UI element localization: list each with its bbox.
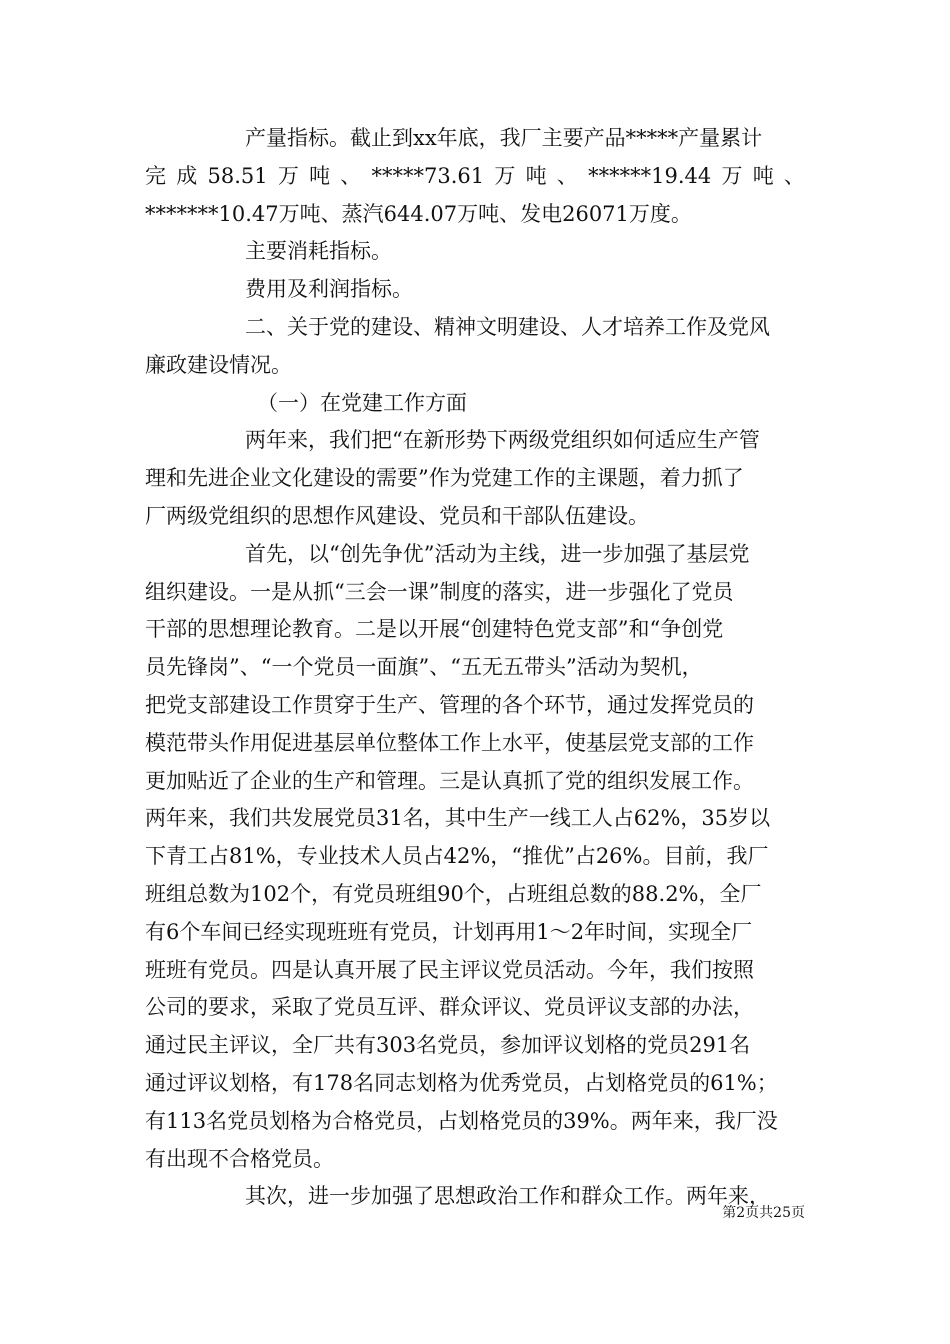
text-segment: 万: [721, 163, 743, 188]
paragraph-line: 公司的要求，采取了党员互评、群众评议、党员评议支部的办法，: [145, 995, 754, 1020]
text-segment: ******19.44: [588, 163, 712, 188]
paragraph-line: 通过民主评议，全厂共有303名党员，参加评议划格的党员291名: [145, 1033, 751, 1058]
paragraph-line: 产量指标。截止到xx年底，我厂主要产品*****产量累计: [245, 126, 763, 150]
paragraph-line: 首先，以“创先争优”活动为主线，进一步加强了基层党: [245, 541, 750, 566]
text-segment: 、: [556, 163, 578, 188]
paragraph-line: 把党支部建设工作贯穿于生产、管理的各个环节，通过发挥党员的: [145, 692, 754, 717]
text-segment: 吨: [525, 163, 547, 188]
paragraph-line: 组织建设。一是从抓“三会一课”制度的落实，进一步强化了党员: [145, 579, 734, 604]
text-segment: 完: [145, 163, 166, 188]
paragraph-line: 模范带头作用促进基层单位整体工作上水平，使基层党支部的工作: [145, 730, 754, 755]
paragraph-line: 更加贴近了企业的生产和管理。三是认真抓了党的组织发展工作。: [145, 768, 754, 793]
paragraph-line: 费用及利润指标。: [245, 277, 413, 302]
text-segment: 58.51: [207, 163, 268, 188]
text-segment: 、: [783, 163, 805, 188]
paragraph-line: 主要消耗指标。: [245, 239, 392, 264]
paragraph-line: 两年来，我们把“在新形势下两级党组织如何适应生产管: [245, 428, 760, 453]
paragraph-line: *******10.47万吨、蒸汽644.07万吨、发电26071万度。: [145, 201, 692, 226]
paragraph-line: 其次，进一步加强了思想政治工作和群众工作。两年来，: [245, 1184, 770, 1209]
text-segment: 成: [176, 163, 198, 188]
paragraph-line: 理和先进企业文化建设的需要”作为党建工作的主课题，着力抓了: [145, 466, 744, 491]
text-segment: 、: [340, 163, 362, 188]
paragraph-line: 下青工占81%，专业技术人员占42%，“推优”占26%。目前，我厂: [145, 844, 769, 869]
paragraph-line: 班组总数为102个，有党员班组90个，占班组总数的88.2%，全厂: [145, 881, 762, 906]
paragraph-line: 厂两级党组织的思想作风建设、党员和干部队伍建设。: [145, 503, 649, 528]
section-heading-continued: 廉政建设情况。: [145, 352, 292, 377]
subsection-heading: （一）在党建工作方面: [257, 390, 467, 415]
text-segment: 吨: [309, 163, 331, 188]
text-segment: 万: [494, 163, 516, 188]
paragraph-line: 员先锋岗”、“一个党员一面旗”、“五无五带头”活动为契机，: [145, 655, 703, 680]
paragraph-line: 通过评议划格，有178名同志划格为优秀党员，占划格党员的61%；: [145, 1070, 778, 1095]
document-body: [145, 120, 805, 1216]
text-segment: *****73.61: [371, 163, 485, 188]
paragraph-line: 两年来，我们共发展党员31名，其中生产一线工人占62%，35岁以: [145, 806, 771, 831]
paragraph-line-justified: [145, 158, 805, 196]
section-heading: 二、关于党的建设、精神文明建设、人才培养工作及党风: [245, 314, 770, 339]
text-segment: 吨: [752, 163, 774, 188]
page-number-footer: 第2页共25页: [722, 1205, 805, 1221]
paragraph-line: 班班有党员。四是认真开展了民主评议党员活动。今年，我们按照: [145, 957, 754, 982]
paragraph-line: 干部的思想理论教育。二是以开展“创建特色党支部”和“争创党: [145, 617, 724, 642]
paragraph-line: 有出现不合格党员。: [145, 1146, 334, 1171]
paragraph-line: 有113名党员划格为合格党员，占划格党员的39%。两年来，我厂没: [145, 1108, 778, 1133]
text-segment: 万: [277, 163, 299, 188]
paragraph-line: 有6个车间已经实现班班有党员，计划再用1～2年时间，实现全厂: [145, 919, 753, 944]
